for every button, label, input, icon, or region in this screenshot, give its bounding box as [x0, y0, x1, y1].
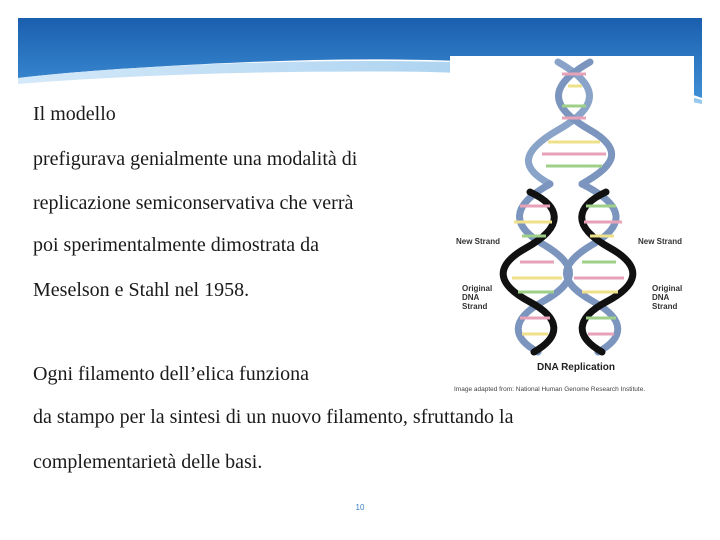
body-line-5: Meselson e Stahl nel 1958. — [33, 279, 250, 301]
dna-replication-figure — [450, 56, 694, 400]
dna-helix-illustration — [450, 56, 694, 356]
body-line-6: Ogni filamento dell’elica funziona — [33, 363, 310, 385]
label-original-strand-left: Original DNA Strand — [462, 284, 493, 311]
body-line-7: da stampo per la sintesi di un nuovo filamento, sfruttando la — [33, 406, 514, 428]
body-line-1: Il modello — [33, 103, 116, 125]
label-new-strand-left: New Strand — [456, 237, 501, 246]
figure-credit: Image adapted from: National Human Genome Research Institute. — [454, 386, 646, 393]
label-new-strand-right: New Strand — [638, 237, 683, 246]
figure-title: DNA Replication — [537, 362, 615, 373]
page-number: 10 — [355, 503, 365, 512]
body-line-8: complementarietà delle basi. — [33, 451, 263, 473]
label-original-strand-right: Original DNA Strand — [652, 284, 683, 311]
body-line-4: poi sperimentalmente dimostrata da — [33, 234, 320, 256]
body-line-3: replicazione semiconservativa che verrà — [33, 192, 354, 214]
body-line-2: prefigurava genialmente una modalità di — [33, 148, 358, 170]
